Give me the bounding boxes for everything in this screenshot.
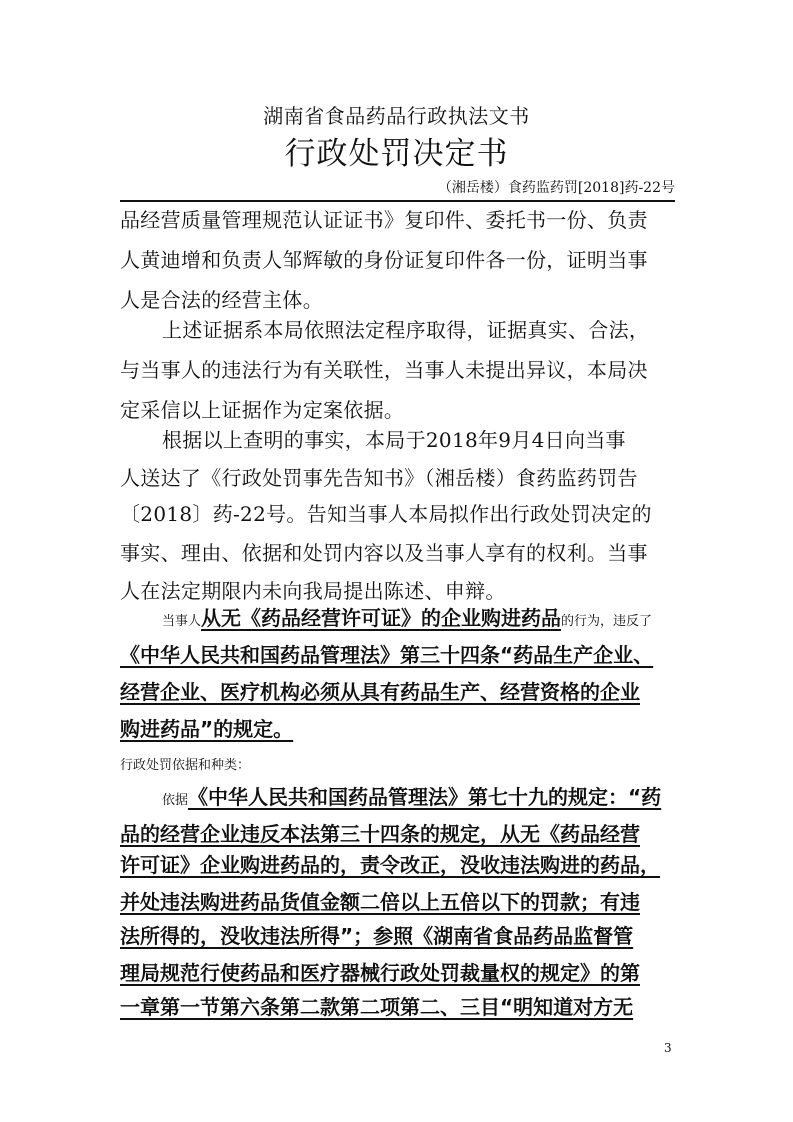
basis-text: 品的经营企业违反本法第三十四条的规定，从无《药品经营 bbox=[120, 822, 640, 846]
basis-line bbox=[120, 961, 680, 985]
basis-prefix: 依据 bbox=[162, 793, 189, 808]
paragraph-line: 人在法定期限内未向我局提出陈述、申辩。 bbox=[120, 579, 506, 603]
violation-text: 《中华人民共和国药品管理法》第三十四条“药品生产企业、 bbox=[120, 643, 654, 667]
violation-fact: 从无《药品经营许可证》的企业购进药品 bbox=[201, 606, 562, 630]
document-header-line1: 湖南省食品药品行政执法文书 bbox=[263, 104, 530, 128]
basis-line bbox=[120, 822, 680, 846]
violation-mid: 的行为，违反了 bbox=[561, 614, 653, 629]
paragraph-line: 根据以上查明的事实，本局于2018年9月4日向当事 bbox=[162, 428, 626, 452]
paragraph-line: 与当事人的违法行为有关联性，当事人未提出异议，本局决 bbox=[120, 358, 648, 382]
basis-label: 行政处罚依据和种类： bbox=[120, 758, 251, 773]
page-number: 3 bbox=[664, 1041, 672, 1055]
paragraph-line: 〔2018〕药-22号。告知当事人本局拟作出行政处罚决定的 bbox=[120, 502, 652, 526]
basis-first-line bbox=[162, 785, 680, 809]
violation-prefix: 当事人 bbox=[162, 614, 202, 629]
basis-text: 一章第一节第六条第二款第二项第二、三目“明知道对方无 bbox=[120, 995, 634, 1019]
violation-first-line bbox=[162, 606, 680, 630]
basis-line bbox=[120, 995, 680, 1019]
paragraph-line: 人送达了《行政处罚事先告知书》（湘岳楼）食药监药罚告 bbox=[120, 466, 638, 490]
violation-line bbox=[120, 717, 680, 741]
basis-text: 理局规范行使药品和医疗器械行政处罚裁量权的规定》的第 bbox=[120, 961, 640, 985]
basis-line bbox=[120, 890, 680, 914]
paragraph-line: 定采信以上证据作为定案依据。 bbox=[120, 398, 405, 422]
violation-line bbox=[120, 643, 680, 667]
document-number: （湘岳楼）食药监药罚[2018]药-22号 bbox=[437, 180, 675, 196]
basis-line bbox=[120, 924, 680, 948]
basis-line bbox=[120, 853, 680, 877]
violation-line bbox=[120, 680, 680, 704]
violation-text: 购进药品”的规定。 bbox=[120, 717, 294, 741]
basis-text: 许可证》企业购进药品的，责令改正，没收违法购进的药品， bbox=[120, 853, 660, 877]
header-rule bbox=[120, 200, 675, 202]
basis-first-text: 《中华人民共和国药品管理法》第七十九的规定：“药 bbox=[188, 785, 662, 809]
violation-text: 经营企业、医疗机构必须从具有药品生产、经营资格的企业 bbox=[120, 680, 640, 704]
paragraph-line: 品经营质量管理规范认证证书》复印件、委托书一份、负责 bbox=[120, 208, 648, 232]
paragraph-line: 人是合法的经营主体。 bbox=[120, 288, 323, 312]
basis-text: 并处违法购进药品货值金额二倍以上五倍以下的罚款；有违 bbox=[120, 890, 640, 914]
paragraph-line: 人黄迪增和负责人邹辉敏的身份证复印件各一份，证明当事 bbox=[120, 248, 648, 272]
paragraph-line: 事实、理由、依据和处罚内容以及当事人享有的权利。当事 bbox=[120, 541, 648, 565]
paragraph-line: 上述证据系本局依照法定程序取得，证据真实、合法， bbox=[162, 318, 650, 342]
basis-text: 法所得的，没收违法所得”；参照《湖南省食品药品监督管 bbox=[120, 924, 634, 948]
document-title: 行政处罚决定书 bbox=[284, 136, 509, 172]
